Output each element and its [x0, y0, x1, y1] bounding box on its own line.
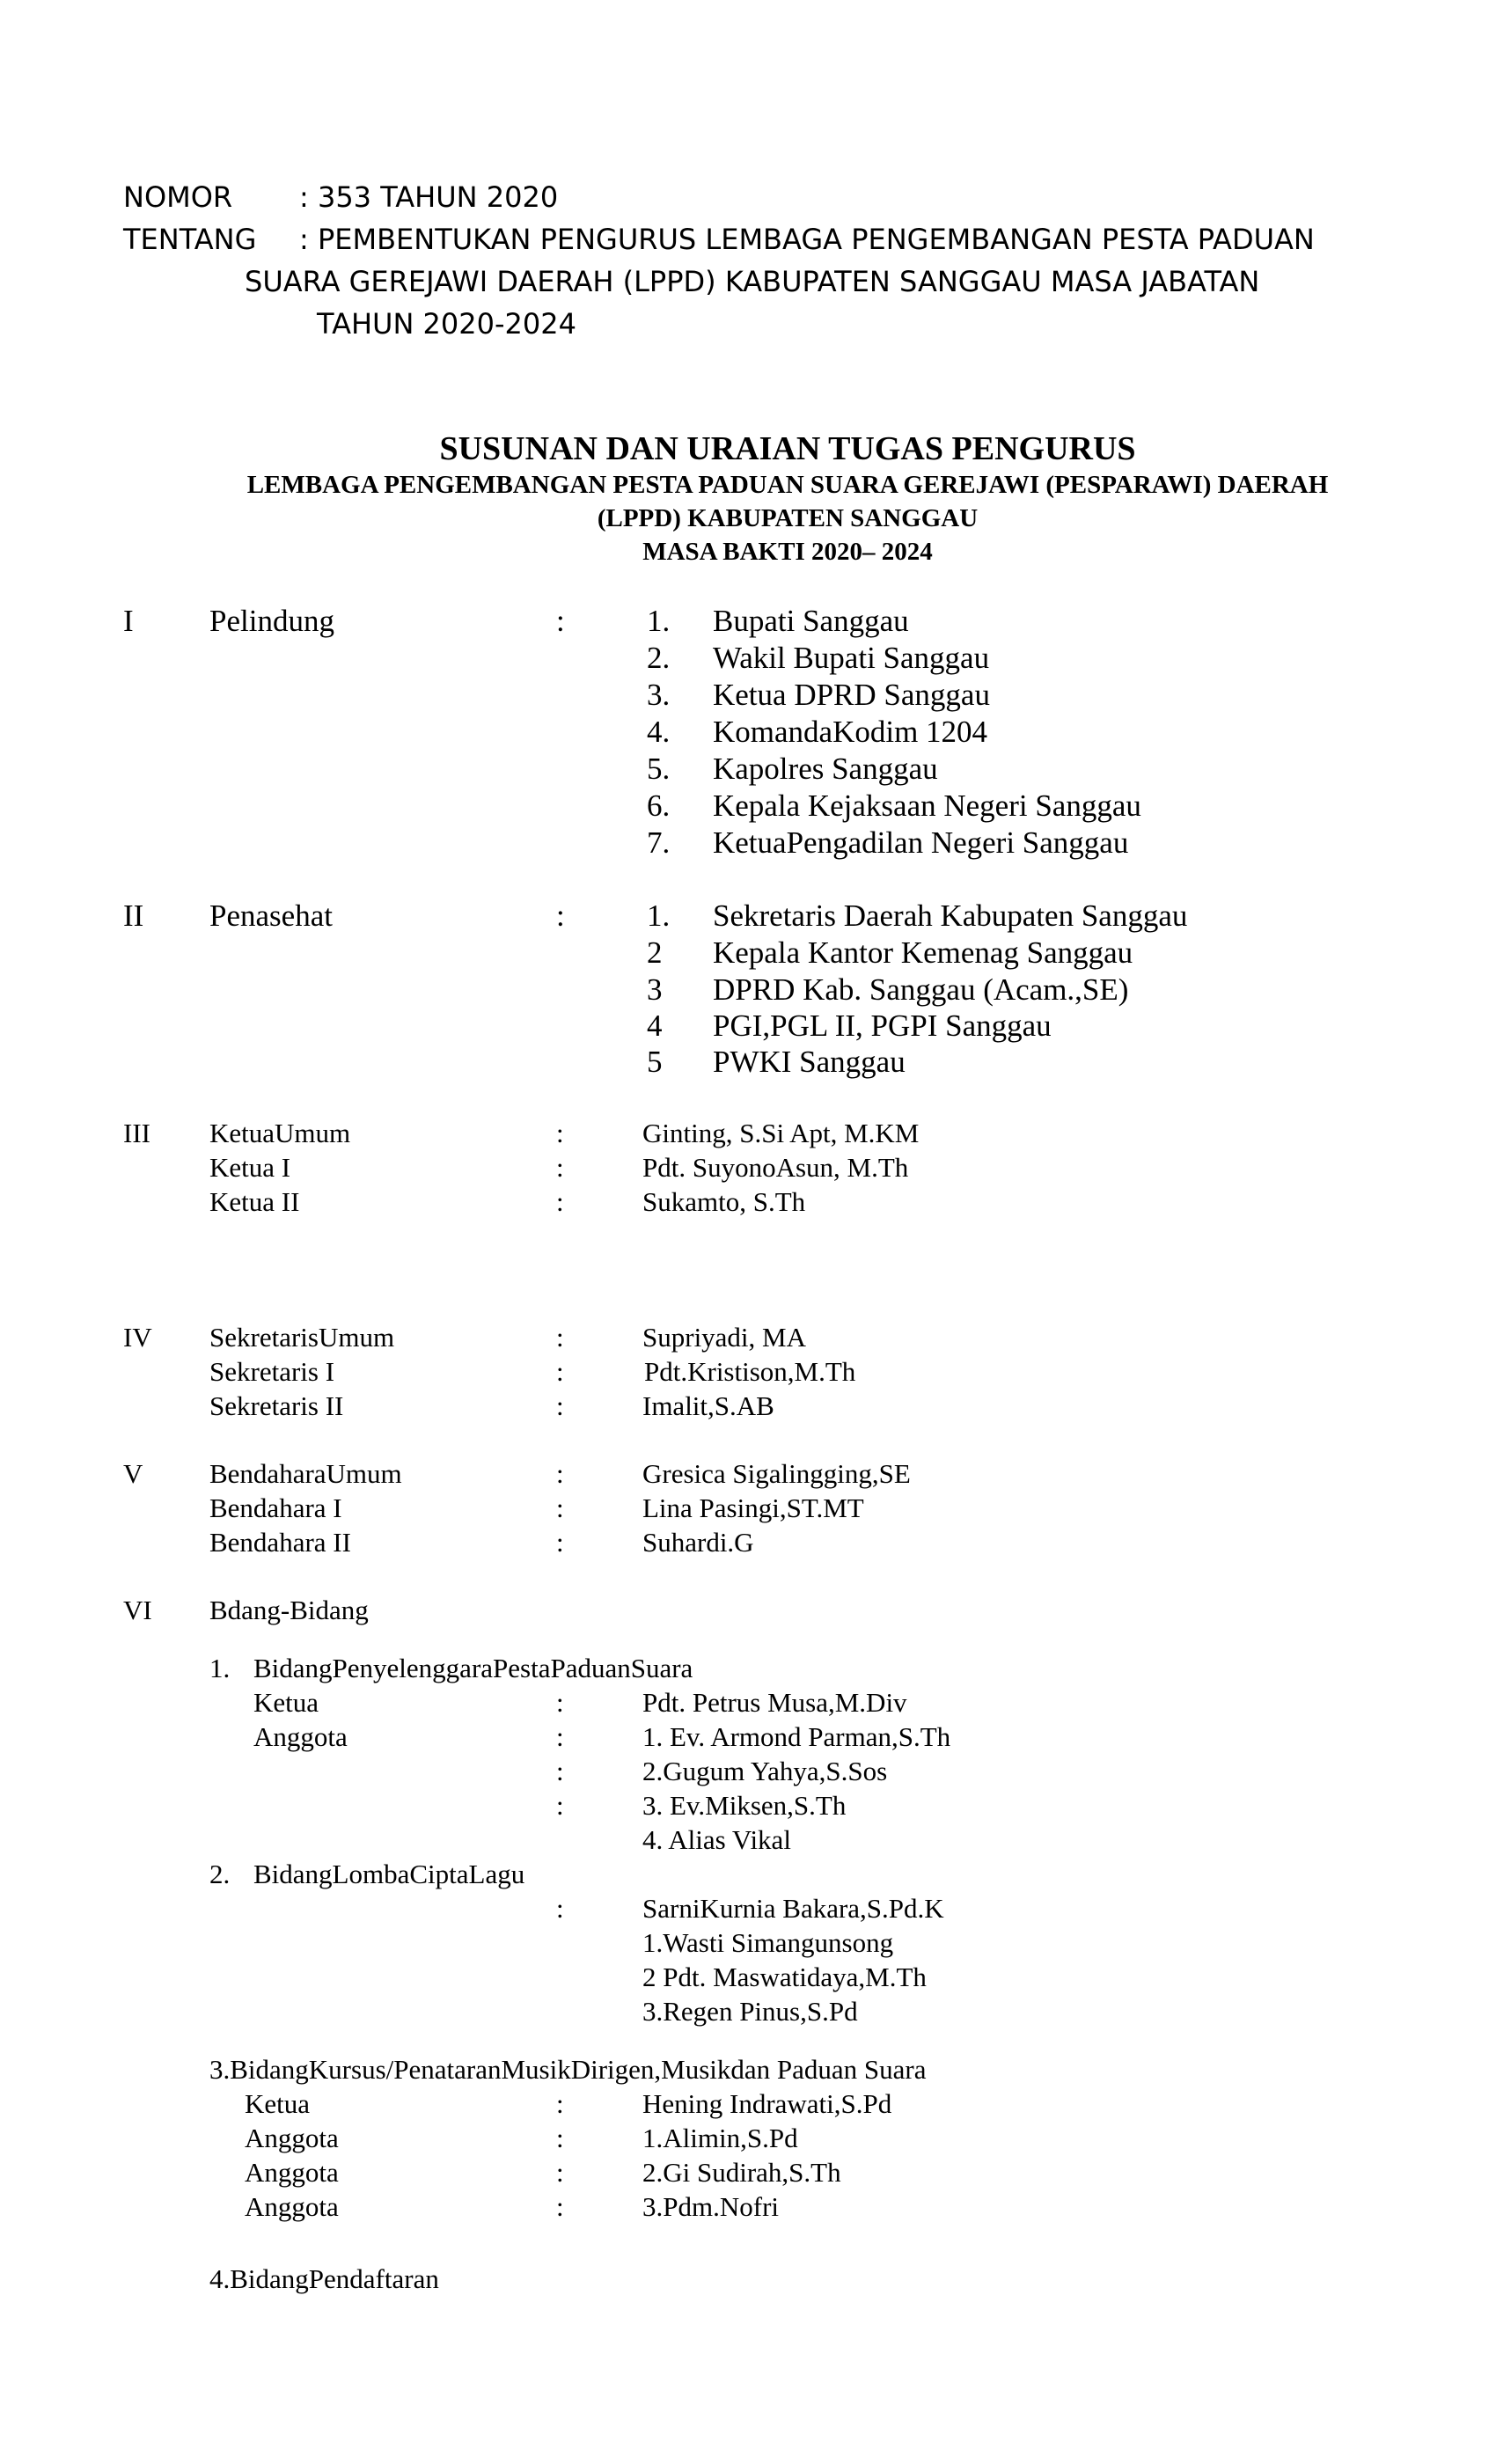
list-number: 1. — [647, 604, 671, 638]
section-number: IV — [123, 1322, 152, 1353]
bidang-number: 1. — [209, 1653, 231, 1683]
section-number: I — [123, 604, 134, 638]
section-number: VI — [123, 1595, 152, 1625]
person-name: Pdt. Petrus Musa,M.Div — [642, 1687, 907, 1718]
person-name: Sukamto, S.Th — [642, 1186, 806, 1217]
section-number: V — [123, 1458, 143, 1489]
bidang-title: BidangLombaCiptaLagu — [253, 1859, 525, 1889]
person-name: 3.Pdm.Nofri — [642, 2191, 779, 2222]
list-item: KetuaPengadilan Negeri Sanggau — [713, 825, 1129, 860]
section-number: III — [123, 1118, 150, 1148]
role-label: Sekretaris I — [209, 1356, 335, 1387]
person-name: Ginting, S.Si Apt, M.KM — [642, 1118, 920, 1148]
colon: : — [556, 1356, 564, 1387]
section-label: Pelindung — [209, 604, 334, 638]
list-number: 1. — [647, 898, 671, 933]
list-number: 7. — [647, 825, 671, 860]
list-item: Bupati Sanggau — [713, 604, 909, 638]
nomor-value: : 353 TAHUN 2020 — [299, 180, 559, 214]
list-item: DPRD Kab. Sanggau (Acam.,SE) — [713, 972, 1129, 1007]
list-item: PWKI Sanggau — [713, 1045, 906, 1079]
doc-title: SUSUNAN DAN URAIAN TUGAS PENGURUS — [439, 430, 1136, 467]
list-number: 3 — [647, 972, 663, 1007]
colon: : — [556, 1721, 564, 1752]
list-item: Kapolres Sanggau — [713, 752, 938, 786]
person-name: 4. Alias Vikal — [642, 1824, 791, 1855]
list-item: PGI,PGL II, PGPI Sanggau — [713, 1008, 1052, 1043]
bidang-title: BidangPenyelenggaraPestaPaduanSuara — [253, 1653, 693, 1683]
person-name: 2 Pdt. Maswatidaya,M.Th — [642, 1962, 927, 1992]
role-label: Anggota — [245, 2123, 339, 2153]
person-name: Suhardi.G — [642, 1527, 754, 1558]
colon: : — [556, 2088, 564, 2119]
role-label: KetuaUmum — [209, 1118, 351, 1148]
colon: : — [556, 1756, 564, 1786]
colon: : — [556, 1527, 564, 1558]
colon: : — [556, 1687, 564, 1718]
colon: : — [556, 2123, 564, 2153]
role-label: Ketua — [245, 2088, 311, 2119]
doc-subtitle-2: (LPPD) KABUPATEN SANGGAU — [597, 504, 979, 532]
person-name: Pdt. SuyonoAsun, M.Th — [642, 1152, 909, 1183]
list-number: 6. — [647, 788, 671, 823]
doc-subtitle-1: LEMBAGA PENGEMBANGAN PESTA PADUAN SUARA GEREJAWI (PESPARAWI) DAERAH — [246, 471, 1329, 499]
bidang-number: 2. — [209, 1859, 231, 1889]
person-name: Pdt.Kristison,M.Th — [644, 1356, 856, 1387]
person-name: SarniKurnia Bakara,S.Pd.K — [642, 1893, 944, 1924]
role-label: Ketua II — [209, 1186, 300, 1217]
colon: : — [556, 1492, 564, 1523]
person-name: 2.Gi Sudirah,S.Th — [642, 2157, 841, 2188]
tentang-line-2: SUARA GEREJAWI DAERAH (LPPD) KABUPATEN SANGGAU MASA JABATAN — [245, 265, 1260, 298]
role-label: BendaharaUmum — [209, 1458, 402, 1489]
section-label: Bdang-Bidang — [209, 1595, 369, 1625]
colon: : — [556, 1390, 564, 1421]
list-number: 4. — [647, 715, 671, 749]
person-name: 3. Ev.Miksen,S.Th — [642, 1790, 847, 1821]
list-number: 2. — [647, 641, 671, 675]
role-label: SekretarisUmum — [209, 1322, 395, 1353]
list-number: 5. — [647, 752, 671, 786]
list-item: Sekretaris Daerah Kabupaten Sanggau — [713, 898, 1188, 933]
list-number: 3. — [647, 678, 671, 712]
person-name: 1.Alimin,S.Pd — [642, 2123, 798, 2153]
list-item: Kepala Kantor Kemenag Sanggau — [713, 935, 1133, 970]
tentang-line-3: TAHUN 2020-2024 — [317, 307, 576, 341]
colon: : — [556, 898, 565, 933]
role-label: Sekretaris II — [209, 1390, 344, 1421]
person-name: Gresica Sigalingging,SE — [642, 1458, 911, 1489]
person-name: 1.Wasti Simangunsong — [642, 1927, 894, 1958]
bidang-title: 3.BidangKursus/PenataranMusikDirigen,Musikdan Paduan Suara — [209, 2054, 927, 2085]
role-label: Anggota — [245, 2157, 339, 2188]
colon: : — [556, 2157, 564, 2188]
colon: : — [556, 1790, 564, 1821]
colon: : — [556, 1458, 564, 1489]
list-number: 2 — [647, 935, 663, 970]
person-name: Hening Indrawati,S.Pd — [642, 2088, 892, 2119]
colon: : — [556, 1152, 564, 1183]
role-label: Ketua — [253, 1687, 319, 1718]
tentang-line-1: : PEMBENTUKAN PENGURUS LEMBAGA PENGEMBANGAN PESTA PADUAN — [299, 223, 1315, 256]
person-name: 3.Regen Pinus,S.Pd — [642, 1996, 858, 2027]
colon: : — [556, 1118, 564, 1148]
bidang-title: 4.BidangPendaftaran — [209, 2263, 439, 2294]
doc-subtitle-3: MASA BAKTI 2020– 2024 — [642, 538, 933, 566]
colon: : — [556, 604, 565, 638]
role-label: Bendahara II — [209, 1527, 351, 1558]
list-item: KomandaKodim 1204 — [713, 715, 988, 749]
list-item: Wakil Bupati Sanggau — [713, 641, 990, 675]
section-label: Penasehat — [209, 898, 333, 933]
role-label: Anggota — [245, 2191, 339, 2222]
colon: : — [556, 2191, 564, 2222]
colon: : — [556, 1322, 564, 1353]
tentang-label: TENTANG — [123, 223, 257, 256]
section-number: II — [123, 898, 144, 933]
person-name: Lina Pasingi,ST.MT — [642, 1492, 864, 1523]
list-item: Ketua DPRD Sanggau — [713, 678, 990, 712]
list-number: 4 — [647, 1008, 663, 1043]
person-name: 1. Ev. Armond Parman,S.Th — [642, 1721, 951, 1752]
colon: : — [556, 1186, 564, 1217]
colon: : — [556, 1893, 564, 1924]
role-label: Anggota — [253, 1721, 348, 1752]
role-label: Ketua I — [209, 1152, 291, 1183]
person-name: Supriyadi, MA — [642, 1322, 806, 1353]
person-name: 2.Gugum Yahya,S.Sos — [642, 1756, 888, 1786]
list-number: 5 — [647, 1045, 663, 1079]
list-item: Kepala Kejaksaan Negeri Sanggau — [713, 788, 1141, 823]
person-name: Imalit,S.AB — [642, 1390, 774, 1421]
nomor-label: NOMOR — [123, 180, 233, 214]
role-label: Bendahara I — [209, 1492, 342, 1523]
